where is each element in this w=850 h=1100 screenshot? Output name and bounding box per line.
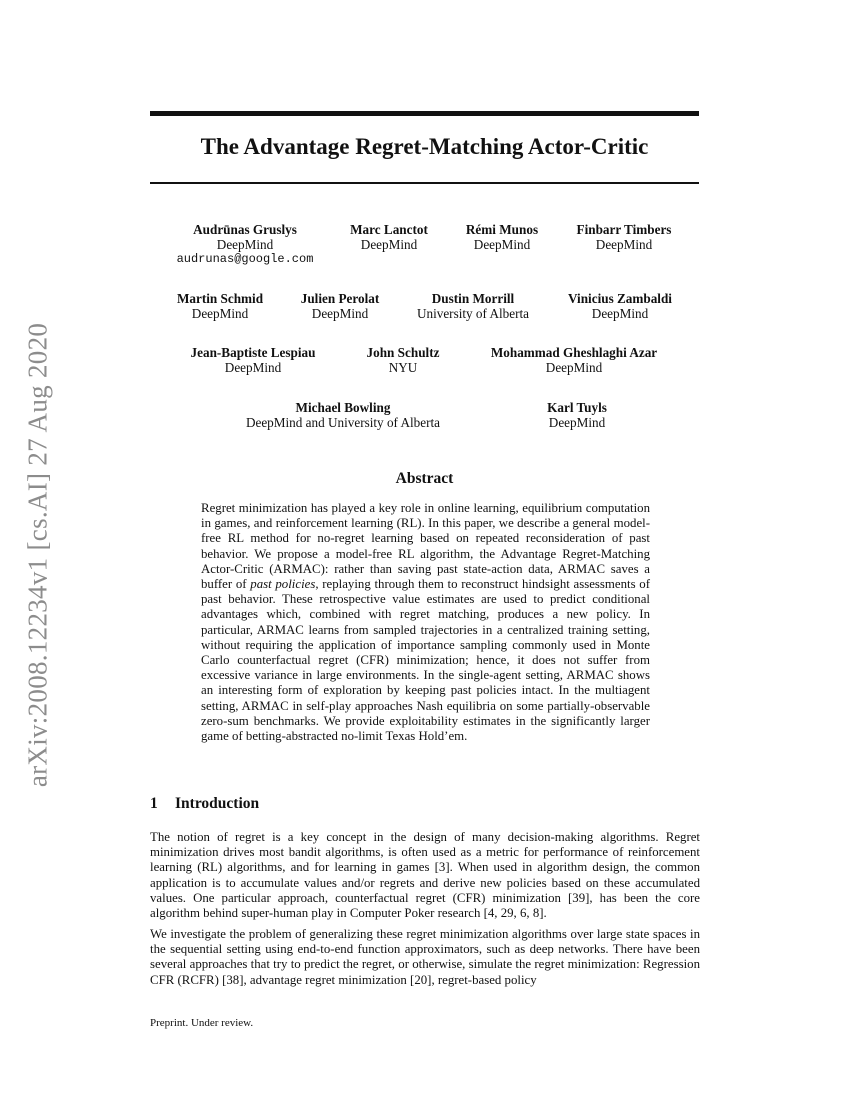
author-affiliation: DeepMind (595, 237, 653, 252)
author-affiliation: DeepMind and University of Alberta (245, 415, 441, 430)
title-top-rule (150, 111, 699, 116)
abstract-text-part: Regret minimization has played a key role in online learning, equilibrium computation in games, and reinforcement learning (RL). In this paper, we describe a general model-free RL method for no-regret learning based on repeated reconsideration of past behavior. We propose a model-free RL algorithm, the Advantage Regret-Matching Actor-Critic (ARMAC): rather than saving past state-action data, ARMAC saves a buffer of (201, 501, 650, 592)
paper-title: The Advantage Regret-Matching Actor-Critic (200, 134, 649, 159)
abstract-heading: Abstract (395, 470, 454, 487)
author-card (168, 291, 272, 321)
author-affiliation: DeepMind (545, 360, 603, 375)
section-title: Introduction (175, 795, 260, 812)
author-affiliation: DeepMind (360, 237, 418, 252)
author-name: Finbarr Timbers (576, 222, 672, 237)
body-paragraph: We investigate the problem of generalizing these regret minimization algorithms over large state spaces in the sequential setting using end-to-end function approximators, such as deep networks. There have been several approaches that try to predict the regret, or otherwise, simulate the regret minimization: Regression CFR (RCFR) [38], advantage regret minimization [20], regret-based policy (150, 927, 700, 987)
author-name: John Schultz (366, 345, 440, 360)
author-name: Karl Tuyls (547, 400, 607, 415)
author-name: Audrūnas Gruslys (193, 222, 297, 237)
author-name: Michael Bowling (295, 400, 391, 415)
author-name: Vinicius Zambaldi (568, 291, 672, 306)
author-name: Martin Schmid (176, 291, 264, 306)
author-name: Mohammad Gheshlaghi Azar (490, 345, 658, 360)
author-affiliation: DeepMind (548, 415, 606, 430)
author-card (478, 345, 670, 375)
section-number: 1 (150, 795, 158, 812)
body-paragraph: The notion of regret is a key concept in the design of many decision-making algorithms. Regret minimization drives most bandit algorithms, is often used as a metric for performance of reinforcement learning (RL) algorithms, and for learning in games [3]. When used in algorithm design, the common application is to accumulate values and/or regrets and derive new policies based on these accumulated values. One particular approach, counterfactual regret (CFR) minimization [39], has been the core algorithm behind super-human play in Computer Poker research [4, 29, 6, 8]. (150, 830, 700, 921)
author-name: Marc Lanctot (350, 222, 428, 237)
author-affiliation: University of Alberta (416, 306, 530, 321)
author-card (176, 222, 314, 267)
title-bottom-rule (150, 182, 699, 184)
author-affiliation: NYU (388, 360, 418, 375)
author-card (290, 291, 390, 321)
author-name: Jean-Baptiste Lespiau (190, 345, 316, 360)
section-heading (150, 795, 259, 813)
abstract-emphasis: past policies (250, 577, 316, 592)
author-affiliation: DeepMind (191, 306, 249, 321)
author-affiliation: DeepMind (224, 360, 282, 375)
author-name: Dustin Morrill (431, 291, 515, 306)
author-card (339, 222, 439, 252)
author-name: Rémi Munos (465, 222, 539, 237)
author-card (353, 345, 453, 375)
author-affiliation: DeepMind (473, 237, 531, 252)
author-card (455, 222, 549, 252)
author-affiliation: DeepMind (216, 237, 274, 252)
arxiv-identifier: arXiv:2008.12234v1 [cs.AI] 27 Aug 2020 (22, 322, 53, 788)
author-affiliation: DeepMind (311, 306, 369, 321)
abstract-text (201, 501, 650, 744)
author-name: Julien Perolat (300, 291, 380, 306)
abstract-text-part: , replaying through them to reconstruct hindsight assessments of past behavior. These retrospective value estimates are used to predict conditional advantages which, combined with regret matching, produces a new policy. In particular, ARMAC learns from sampled trajectories in a centralized training setting, without requiring the application of importance sampling commonly used in Monte Carlo counterfactual regret (CFR) minimization; hence, it does not suffer from excessive variance in large environments. In the single-agent setting, ARMAC shows an interesting form of exploration by keeping past policies intact. In the multiagent setting, ARMAC in self-play approaches Nash equilibria on some partially-observable zero-sum benchmarks. We provide exploitability estimates in the significantly larger game of betting-abstracted no-limit Texas Hold’em. (201, 577, 651, 744)
footer-note: Preprint. Under review. (150, 1017, 254, 1029)
author-affiliation: DeepMind (591, 306, 649, 321)
author-email: audrunas@google.com (176, 252, 314, 266)
author-card (557, 291, 683, 321)
author-card (532, 400, 622, 430)
author-card (178, 345, 328, 375)
author-card (232, 400, 454, 430)
author-card (408, 291, 538, 321)
author-card (563, 222, 685, 252)
